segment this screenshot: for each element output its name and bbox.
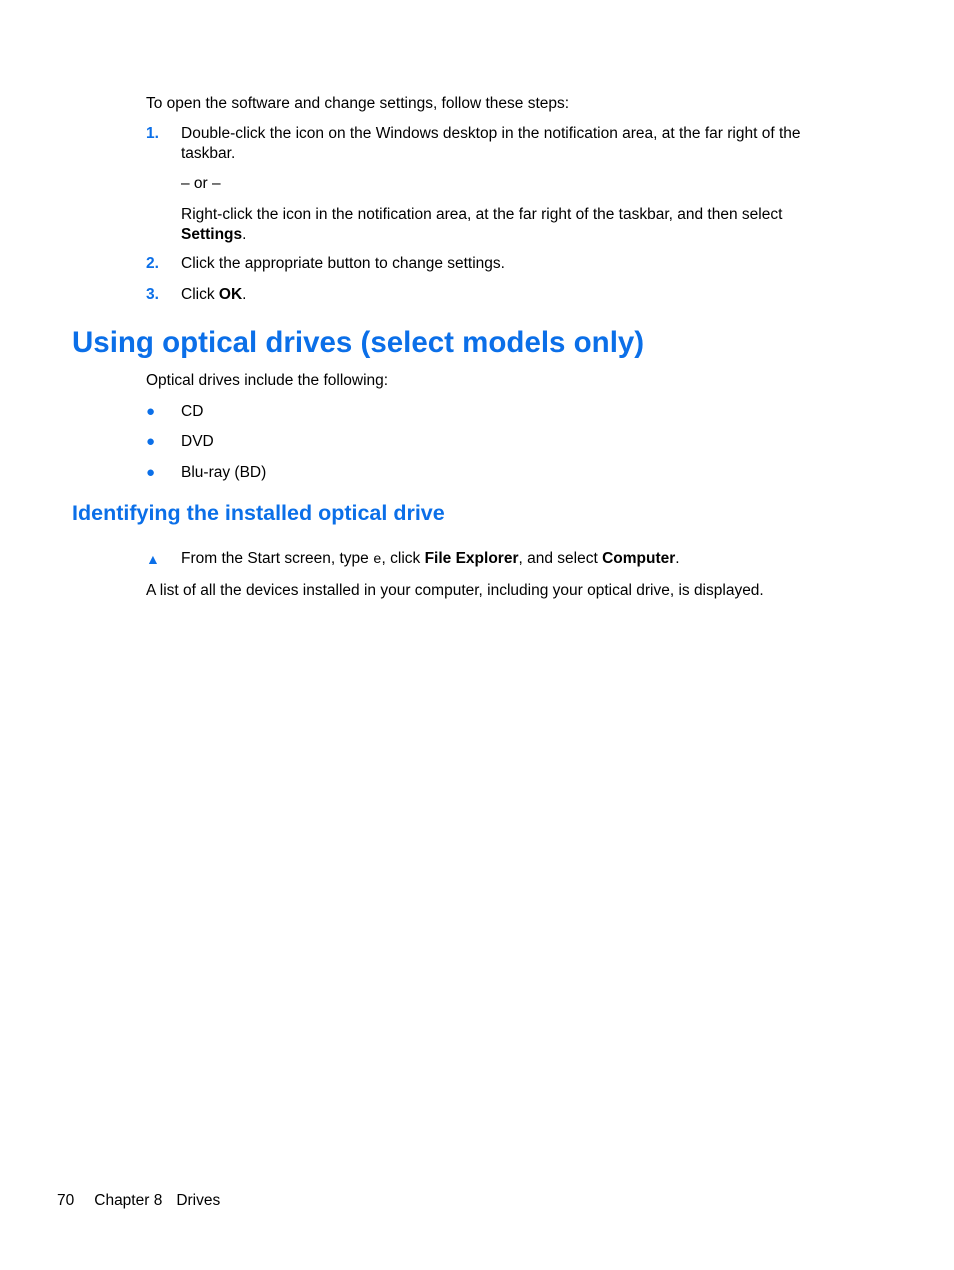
procedure-text: , click (381, 550, 425, 567)
chapter-title: Drives (176, 1192, 221, 1209)
or-separator: – or – (181, 175, 221, 192)
step-number: 3. (146, 286, 159, 303)
intro-text: To open the software and change settings, follow these steps: (146, 95, 570, 112)
settings-label: Settings (181, 226, 243, 243)
bullet-icon: ● (146, 464, 156, 481)
procedure-text: , and select (518, 550, 603, 567)
step-text: Double-click the icon on the Windows desktop in the notification area, at the far right of the taskbar. (181, 125, 801, 162)
step-alt-text-end: . (242, 226, 247, 243)
subsection-heading: Identifying the installed optical drive (72, 501, 445, 525)
procedure-text: From the Start screen, type (181, 550, 374, 567)
step-alt-text-part: Right-click the icon in the notification area, at the far right of the taskbar, and then select (181, 206, 783, 223)
chapter-label: Chapter 8 (94, 1192, 163, 1209)
step-text-part: Click (181, 286, 219, 303)
triangle-icon: ▲ (146, 551, 160, 567)
step-alt-text (181, 205, 841, 245)
step-text-end: . (242, 286, 247, 303)
file-explorer-label: File Explorer (424, 550, 519, 567)
bullet-icon: ● (146, 433, 156, 450)
list-item: Blu-ray (BD) (181, 464, 267, 481)
bullet-icon: ● (146, 403, 156, 420)
list-item: DVD (181, 433, 214, 450)
computer-label: Computer (602, 550, 676, 567)
result-text: A list of all the devices installed in your computer, including your optical drive, is displayed. (146, 582, 764, 599)
section-intro: Optical drives include the following: (146, 372, 389, 389)
step-text (181, 285, 841, 305)
typed-key: e (373, 552, 382, 568)
page-footer (57, 1191, 220, 1211)
step-number: 2. (146, 255, 159, 272)
page-number: 70 (57, 1192, 75, 1209)
step-text: Click the appropriate button to change settings. (181, 255, 505, 272)
list-item: CD (181, 403, 204, 420)
ok-label: OK (218, 286, 243, 303)
step-number: 1. (146, 125, 159, 142)
procedure-step (181, 549, 841, 570)
procedure-text: . (675, 550, 680, 567)
section-heading: Using optical drives (select models only) (72, 326, 645, 359)
